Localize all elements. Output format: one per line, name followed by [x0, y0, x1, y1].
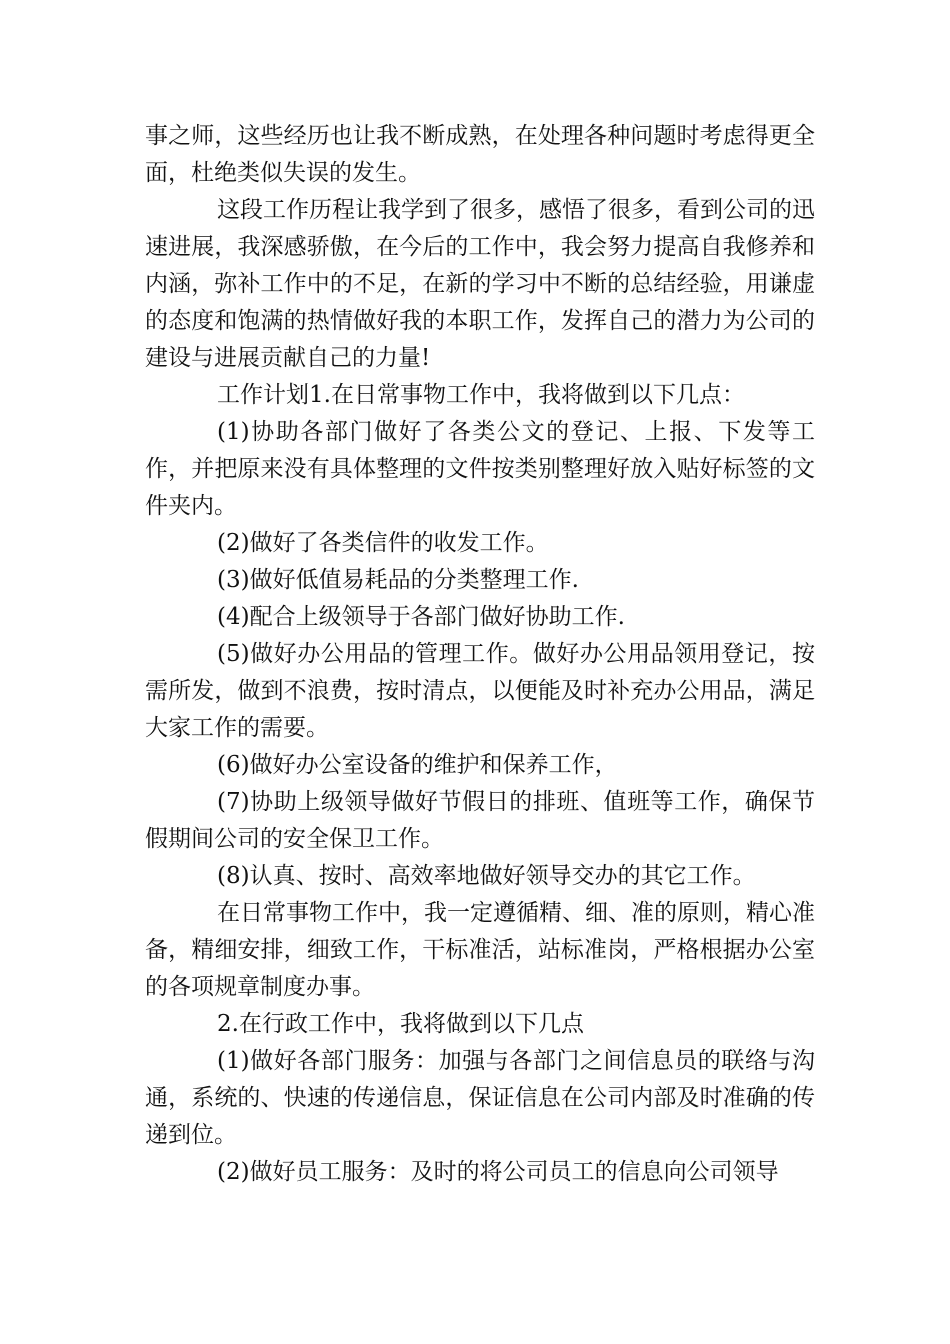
paragraph-4: (1)协助各部门做好了各类公文的登记、上报、下发等工作，并把原来没有具体整理的文件按类别整理好放入贴好标签的文件夹内。 — [145, 419, 815, 519]
paragraph-12: 在日常事物工作中，我一定遵循精、细、准的原则，精心准备，精细安排，细致工作，干标准活，站标准岗，严格根据办公室的各项规章制度办事。 — [145, 900, 815, 1000]
document-body — [145, 118, 815, 1191]
paragraph-6: (3)做好低值易耗品的分类整理工作. — [217, 567, 579, 593]
paragraph-8: (5)做好办公用品的管理工作。做好办公用品领用登记，按需所发，做到不浪费，按时清点，以便能及时补充办公用品，满足大家工作的需要。 — [145, 641, 815, 741]
paragraph-7: (4)配合上级领导于各部门做好协助工作. — [217, 604, 625, 630]
paragraph-5: (2)做好了各类信件的收发工作。 — [217, 530, 549, 556]
paragraph-2: 这段工作历程让我学到了很多，感悟了很多，看到公司的迅速进展，我深感骄傲，在今后的工作中，我会努力提高自我修养和内涵，弥补工作中的不足，在新的学习中不断的总结经验，用谦虚的态度和饱满的热情做好我的本职工作，发挥自己的潜力为公司的建设与进展贡献自己的力量! — [145, 197, 815, 371]
paragraph-15: (2)做好员工服务：及时的将公司员工的信息向公司领导 — [217, 1159, 779, 1185]
paragraph-11: (8)认真、按时、高效率地做好领导交办的其它工作。 — [217, 863, 756, 889]
paragraph-1: 事之师，这些经历也让我不断成熟，在处理各种问题时考虑得更全面，杜绝类似失误的发生。 — [145, 123, 815, 186]
paragraph-3: 工作计划1.在日常事物工作中，我将做到以下几点： — [217, 382, 745, 408]
paragraph-13: 2.在行政工作中，我将做到以下几点 — [217, 1011, 584, 1037]
paragraph-9: (6)做好办公室设备的维护和保养工作， — [217, 752, 618, 778]
paragraph-10: (7)协助上级领导做好节假日的排班、值班等工作，确保节假期间公司的安全保卫工作。 — [145, 789, 815, 852]
paragraph-14: (1)做好各部门服务：加强与各部门之间信息员的联络与沟通，系统的、快速的传递信息，保证信息在公司内部及时准确的传递到位。 — [145, 1048, 815, 1148]
